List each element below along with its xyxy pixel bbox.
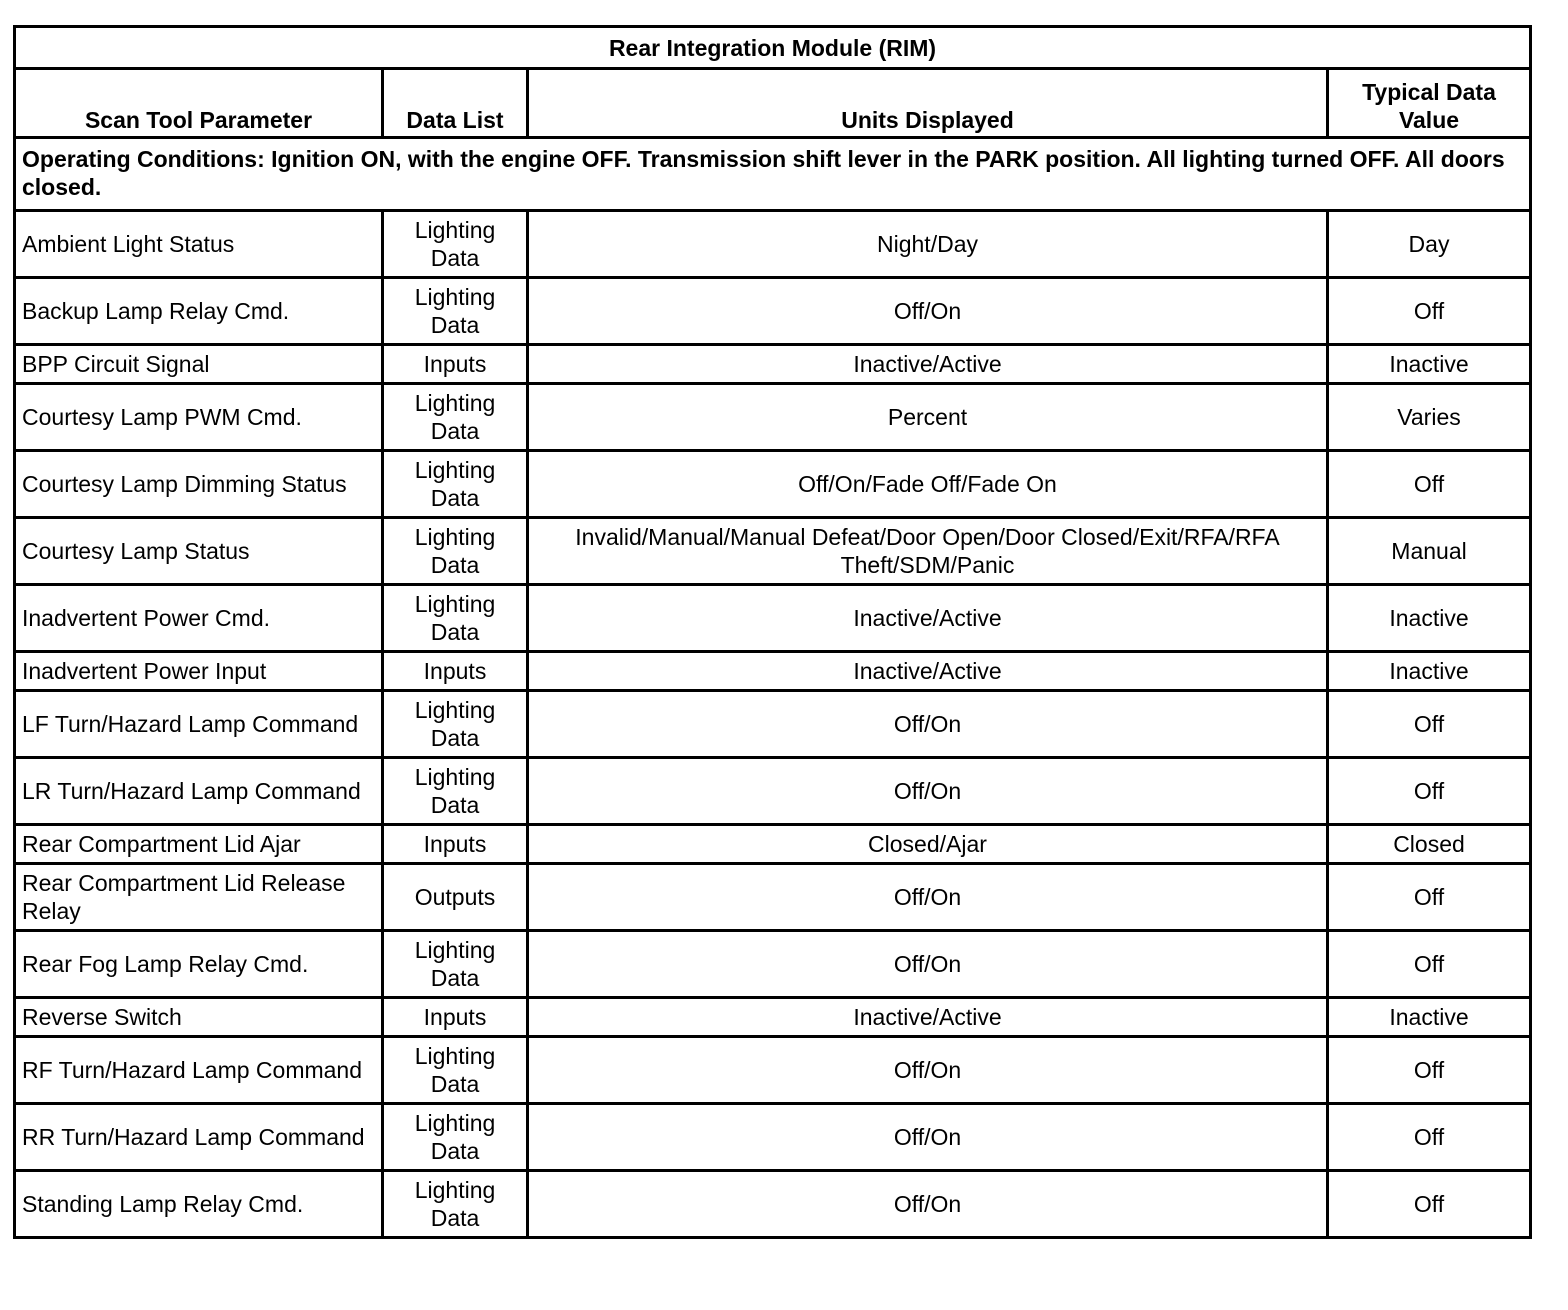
- table-row: [15, 211, 1531, 278]
- table-row: [15, 652, 1531, 691]
- cell-units-displayed: Closed/Ajar: [528, 825, 1328, 864]
- cell-typical-value: Off: [1328, 1104, 1531, 1171]
- cell-parameter: Rear Fog Lamp Relay Cmd.: [15, 931, 383, 998]
- cell-units-displayed: Off/On: [528, 1104, 1328, 1171]
- cell-data-list: Inputs: [383, 652, 528, 691]
- cell-typical-value: Off: [1328, 864, 1531, 931]
- table-row: [15, 1037, 1531, 1104]
- cell-typical-value: Inactive: [1328, 998, 1531, 1037]
- cell-typical-value: Off: [1328, 931, 1531, 998]
- cell-typical-value: Off: [1328, 758, 1531, 825]
- cell-units-displayed: Off/On: [528, 1037, 1328, 1104]
- cell-units-displayed: Off/On/Fade Off/Fade On: [528, 451, 1328, 518]
- cell-parameter: Rear Compartment Lid Release Relay: [15, 864, 383, 931]
- cell-units-displayed: Inactive/Active: [528, 585, 1328, 652]
- cell-parameter: LR Turn/Hazard Lamp Command: [15, 758, 383, 825]
- cell-typical-value: Off: [1328, 451, 1531, 518]
- cell-units-displayed: Off/On: [528, 931, 1328, 998]
- cell-data-list: Lighting Data: [383, 451, 528, 518]
- cell-typical-value: Manual: [1328, 518, 1531, 585]
- cell-data-list: Lighting Data: [383, 518, 528, 585]
- header-units-displayed: Units Displayed: [528, 69, 1328, 138]
- table-row: [15, 518, 1531, 585]
- cell-typical-value: Inactive: [1328, 585, 1531, 652]
- table-row: [15, 758, 1531, 825]
- cell-units-displayed: Off/On: [528, 758, 1328, 825]
- table-title: Rear Integration Module (RIM): [15, 27, 1531, 69]
- cell-parameter: BPP Circuit Signal: [15, 345, 383, 384]
- table-row: [15, 384, 1531, 451]
- cell-data-list: Lighting Data: [383, 758, 528, 825]
- cell-data-list: Lighting Data: [383, 931, 528, 998]
- cell-data-list: Lighting Data: [383, 278, 528, 345]
- header-row: [15, 69, 1531, 138]
- cell-data-list: Lighting Data: [383, 1171, 528, 1238]
- cell-parameter: RF Turn/Hazard Lamp Command: [15, 1037, 383, 1104]
- cell-typical-value: Varies: [1328, 384, 1531, 451]
- cell-typical-value: Inactive: [1328, 652, 1531, 691]
- table-row: [15, 451, 1531, 518]
- cell-typical-value: Off: [1328, 1171, 1531, 1238]
- table-row: [15, 998, 1531, 1037]
- operating-conditions: Operating Conditions: Ignition ON, with the engine OFF. Transmission shift lever in the PARK position. All lighting turned OFF. All doors closed.: [15, 138, 1531, 211]
- cell-parameter: LF Turn/Hazard Lamp Command: [15, 691, 383, 758]
- table-row: [15, 278, 1531, 345]
- cell-typical-value: Inactive: [1328, 345, 1531, 384]
- cell-parameter: RR Turn/Hazard Lamp Command: [15, 1104, 383, 1171]
- cell-parameter: Ambient Light Status: [15, 211, 383, 278]
- cell-parameter: Standing Lamp Relay Cmd.: [15, 1171, 383, 1238]
- cell-typical-value: Off: [1328, 278, 1531, 345]
- cell-units-displayed: Inactive/Active: [528, 345, 1328, 384]
- cell-units-displayed: Invalid/Manual/Manual Defeat/Door Open/Door Closed/Exit/RFA/RFA Theft/SDM/Panic: [528, 518, 1328, 585]
- cell-parameter: Inadvertent Power Input: [15, 652, 383, 691]
- cell-parameter: Backup Lamp Relay Cmd.: [15, 278, 383, 345]
- cell-data-list: Inputs: [383, 998, 528, 1037]
- table-row: [15, 864, 1531, 931]
- cell-units-displayed: Off/On: [528, 691, 1328, 758]
- table-row: [15, 825, 1531, 864]
- table-row: [15, 931, 1531, 998]
- cell-units-displayed: Off/On: [528, 278, 1328, 345]
- cell-parameter: Courtesy Lamp Dimming Status: [15, 451, 383, 518]
- cell-data-list: Lighting Data: [383, 585, 528, 652]
- cell-typical-value: Off: [1328, 1037, 1531, 1104]
- header-data-list: Data List: [383, 69, 528, 138]
- cell-parameter: Reverse Switch: [15, 998, 383, 1037]
- cell-units-displayed: Off/On: [528, 864, 1328, 931]
- table-row: [15, 691, 1531, 758]
- cell-typical-value: Closed: [1328, 825, 1531, 864]
- cell-units-displayed: Inactive/Active: [528, 998, 1328, 1037]
- cell-parameter: Courtesy Lamp Status: [15, 518, 383, 585]
- table-row: [15, 1171, 1531, 1238]
- cell-data-list: Inputs: [383, 825, 528, 864]
- table-row: [15, 345, 1531, 384]
- cell-units-displayed: Inactive/Active: [528, 652, 1328, 691]
- cell-data-list: Inputs: [383, 345, 528, 384]
- cell-data-list: Outputs: [383, 864, 528, 931]
- table-row: [15, 585, 1531, 652]
- cell-data-list: Lighting Data: [383, 384, 528, 451]
- cell-units-displayed: Off/On: [528, 1171, 1328, 1238]
- rim-data-table: [13, 25, 1532, 1239]
- cell-data-list: Lighting Data: [383, 1104, 528, 1171]
- cell-parameter: Inadvertent Power Cmd.: [15, 585, 383, 652]
- cell-typical-value: Day: [1328, 211, 1531, 278]
- cell-units-displayed: Percent: [528, 384, 1328, 451]
- cell-data-list: Lighting Data: [383, 211, 528, 278]
- title-row: [15, 27, 1531, 69]
- cell-units-displayed: Night/Day: [528, 211, 1328, 278]
- cell-data-list: Lighting Data: [383, 1037, 528, 1104]
- header-typical-data-value: Typical Data Value: [1328, 69, 1531, 138]
- cell-data-list: Lighting Data: [383, 691, 528, 758]
- operating-conditions-row: [15, 138, 1531, 211]
- header-scan-tool-parameter: Scan Tool Parameter: [15, 69, 383, 138]
- table-row: [15, 1104, 1531, 1171]
- cell-typical-value: Off: [1328, 691, 1531, 758]
- cell-parameter: Rear Compartment Lid Ajar: [15, 825, 383, 864]
- cell-parameter: Courtesy Lamp PWM Cmd.: [15, 384, 383, 451]
